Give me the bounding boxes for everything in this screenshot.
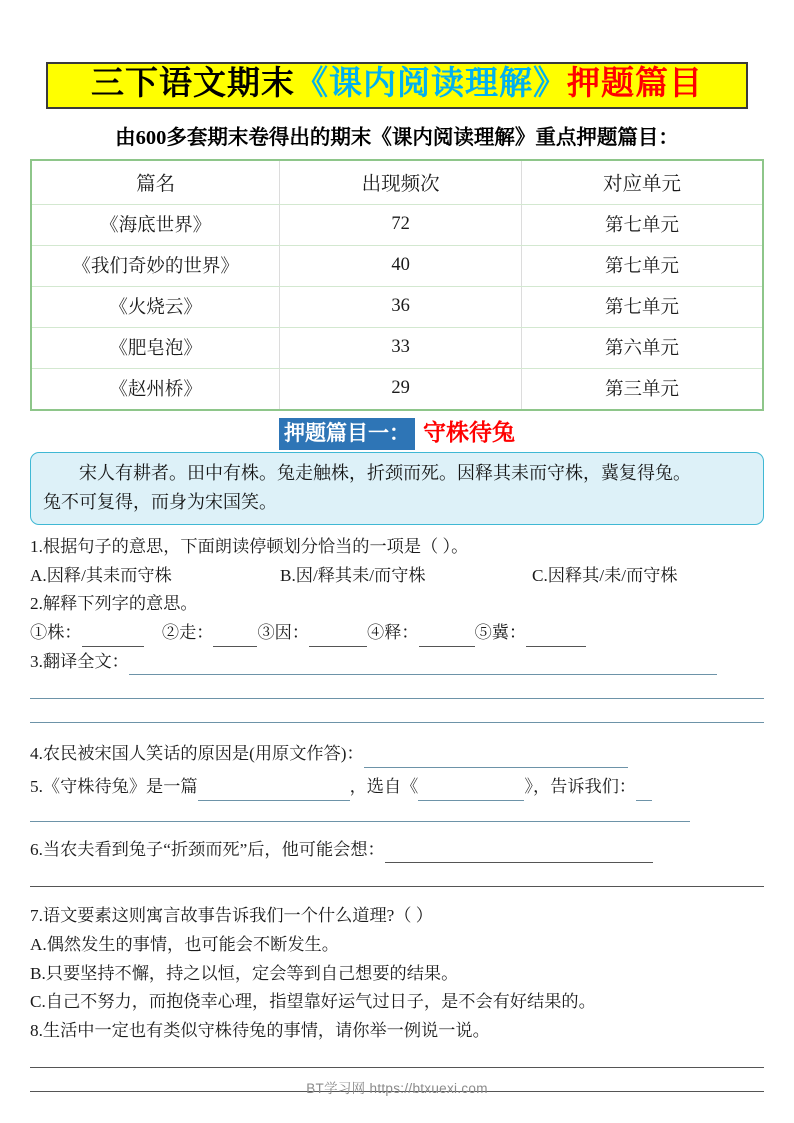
table-header-name: 篇名 [31, 160, 280, 205]
question-5-blank-4[interactable] [30, 821, 690, 822]
question-6-blank-1[interactable] [385, 844, 653, 863]
question-7-option-a[interactable]: A.偶然发生的事情，也可能会不断发生。 [30, 934, 339, 954]
question-2-text: 2.解释下列字的意思。 [30, 594, 198, 614]
question-1-options [30, 563, 764, 590]
table-row [31, 368, 763, 410]
question-6-row [30, 837, 764, 864]
cell-frequency: 36 [280, 286, 522, 327]
cell-article-name: 《赵州桥》 [31, 368, 280, 410]
q2-item-3-blank[interactable] [309, 628, 367, 647]
cell-article-name: 《海底世界》 [31, 204, 280, 245]
question-7-option-c[interactable]: C.自己不努力，而抱侥幸心理，指望靠好运气过日子，是不会有好结果的。 [30, 992, 596, 1012]
table-row [31, 245, 763, 286]
question-3-blank-2[interactable] [30, 698, 764, 699]
question-4-text: 4.农民被宋国人笑话的原因是(用原文作答)： [30, 744, 364, 764]
cell-frequency: 29 [280, 368, 522, 410]
question-3-blank-1[interactable] [129, 656, 717, 675]
question-5-blank-1[interactable] [198, 782, 350, 801]
question-4-blank[interactable] [364, 749, 628, 768]
frequency-table [30, 159, 764, 411]
table-header-frequency: 出现频次 [280, 160, 522, 205]
question-6-text: 6.当农夫看到兔子“折颈而死”后，他可能会想： [30, 839, 385, 859]
cell-unit: 第六单元 [521, 327, 763, 368]
title-part-topic: 《课内阅读理解》 [295, 66, 567, 102]
cell-unit: 第七单元 [521, 286, 763, 327]
q2-item-4-label: ④释： [367, 622, 419, 642]
cell-unit: 第七单元 [521, 204, 763, 245]
question-5-blank-2[interactable] [418, 782, 524, 801]
q2-item-1-label: ①株： [30, 622, 82, 642]
section-heading [30, 421, 764, 444]
table-row [31, 327, 763, 368]
question-1-text: 1.根据句子的意思，下面朗读停顿划分恰当的一项是（ ）。 [30, 536, 469, 556]
question-1-option-b[interactable]: B.因/释其耒/而守株 [280, 565, 426, 585]
table-row [31, 204, 763, 245]
question-6-blank-2[interactable] [30, 886, 764, 887]
question-4-row [30, 741, 764, 768]
cell-article-name: 《火烧云》 [31, 286, 280, 327]
question-5-part-3: 》，告诉我们： [524, 776, 637, 796]
passage-line-1: 宋人有耕者。田中有株。兔走触株，折颈而死。因释其耒而守株，冀复得兔。 [79, 462, 691, 483]
question-1-option-c[interactable]: C.因释其/耒/而守株 [532, 565, 678, 585]
question-8-blank-1[interactable] [30, 1067, 764, 1068]
q2-item-2-blank[interactable] [213, 628, 257, 647]
question-7-text: 7.语文要素这则寓言故事告诉我们一个什么道理?（ ） [30, 906, 433, 926]
question-7-option-b[interactable]: B.只要坚持不懈，持之以恒，定会等到自己想要的结果。 [30, 963, 459, 983]
question-2-answer-row [30, 620, 764, 647]
page-title-banner [46, 62, 748, 109]
q2-item-4-blank[interactable] [419, 628, 475, 647]
cell-unit: 第七单元 [521, 245, 763, 286]
table-header-row [31, 160, 763, 205]
question-1-option-a[interactable]: A.因释/其耒而守株 [30, 565, 172, 585]
question-5-blank-3[interactable] [636, 782, 652, 801]
question-5-row [30, 774, 764, 801]
cell-frequency: 33 [280, 327, 522, 368]
site-footer: BT学习网 https://btxuexi.com [306, 1081, 488, 1096]
table-header-unit: 对应单元 [521, 160, 763, 205]
title-part-highlight: 押题篇目 [567, 66, 703, 102]
cell-article-name: 《肥皂泡》 [31, 327, 280, 368]
cell-frequency: 40 [280, 245, 522, 286]
question-3-blank-3[interactable] [30, 722, 764, 723]
table-row [31, 286, 763, 327]
section-title: 守株待兔 [423, 419, 515, 445]
q2-item-3-label: ③因： [257, 622, 310, 642]
q2-item-2-label: ②走： [161, 622, 214, 642]
cell-unit: 第三单元 [604, 380, 679, 401]
title-part-subject: 三下语文期末 [91, 66, 295, 102]
q2-item-5-label: ⑤冀： [474, 622, 527, 642]
passage-line-2: 兔不可复得，而身为宋国笑。 [43, 491, 277, 512]
question-3-row [30, 649, 764, 676]
question-8-text: 8.生活中一定也有类似守株待兔的事情，请你举一例说一说。 [30, 1020, 490, 1040]
cell-article-name: 《我们奇妙的世界》 [31, 245, 280, 286]
q2-item-5-blank[interactable] [526, 628, 586, 647]
question-5-part-1: 5.《守株待兔》是一篇 [30, 776, 198, 796]
cell-frequency: 72 [280, 204, 522, 245]
subtitle: 由600多套期末卷得出的期末《课内阅读理解》重点押题篇目： [115, 126, 679, 149]
question-3-text: 3.翻译全文： [30, 651, 129, 671]
q2-item-1-blank[interactable] [82, 628, 144, 647]
question-5-part-2: ，选自《 [349, 776, 419, 796]
passage-box [30, 452, 764, 525]
section-label: 押题篇目一： [279, 418, 415, 450]
